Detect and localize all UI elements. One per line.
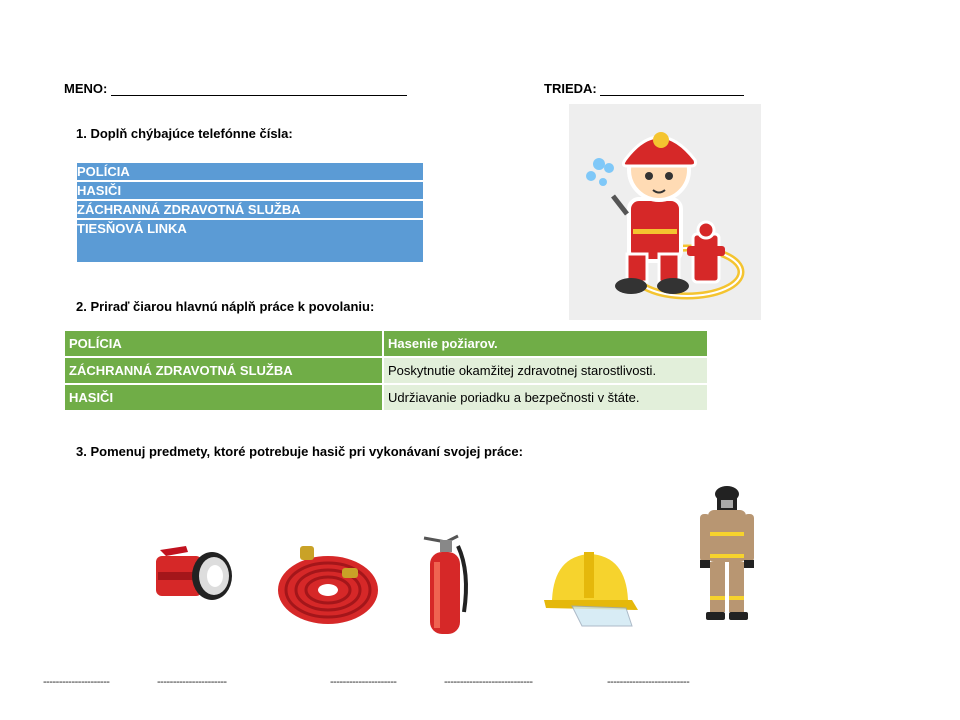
matching-row bbox=[65, 358, 707, 385]
firefighter-cartoon-image bbox=[569, 104, 761, 320]
name-label: MENO: bbox=[64, 81, 108, 96]
answer-blank[interactable]: ---------------------- bbox=[157, 676, 227, 688]
matching-table bbox=[65, 331, 707, 412]
phone-row-police[interactable]: POLÍCIA bbox=[77, 163, 423, 182]
flashlight-icon bbox=[152, 542, 234, 606]
class-blank-line[interactable] bbox=[600, 81, 744, 96]
firefighter-suit-image bbox=[698, 484, 756, 622]
phone-row-firefighters[interactable]: HASIČI bbox=[77, 182, 423, 201]
fire-helmet-image bbox=[542, 548, 638, 630]
name-blank-line[interactable] bbox=[111, 81, 407, 96]
answer-blank[interactable]: ---------------------------- bbox=[444, 676, 533, 688]
fire-extinguisher-icon bbox=[418, 532, 474, 636]
phone-row-ambulance[interactable]: ZÁCHRANNÁ ZDRAVOTNÁ SLUŽBA bbox=[77, 201, 423, 220]
matching-row bbox=[65, 331, 707, 358]
answer-blank[interactable]: --------------------- bbox=[330, 676, 397, 688]
profession-cell[interactable]: HASIČI bbox=[65, 385, 384, 410]
class-label: TRIEDA: bbox=[544, 81, 597, 96]
answer-blank[interactable]: -------------------------- bbox=[607, 676, 690, 688]
phone-row-emergency[interactable]: TIESŇOVÁ LINKA bbox=[77, 220, 423, 262]
phone-table bbox=[77, 163, 423, 262]
duty-cell[interactable]: Hasenie požiarov. bbox=[384, 331, 707, 356]
duty-cell[interactable]: Udržiavanie poriadku a bezpečnosti v štáte. bbox=[384, 385, 707, 410]
flashlight-image bbox=[152, 542, 234, 606]
matching-row bbox=[65, 385, 707, 412]
profession-cell[interactable]: POLÍCIA bbox=[65, 331, 384, 356]
fire-hose-image bbox=[276, 542, 380, 628]
answer-blank[interactable]: --------------------- bbox=[43, 676, 110, 688]
firefighter-cartoon-icon bbox=[569, 104, 761, 320]
profession-cell[interactable]: ZÁCHRANNÁ ZDRAVOTNÁ SLUŽBA bbox=[65, 358, 384, 383]
fire-helmet-icon bbox=[542, 548, 638, 630]
task3-title: 3. Pomenuj predmety, ktoré potrebuje hasič pri vykonávaní svojej práce: bbox=[76, 444, 523, 459]
fire-extinguisher-image bbox=[418, 532, 474, 636]
task1-title: 1. Doplň chýbajúce telefónne čísla: bbox=[76, 126, 293, 141]
task2-title: 2. Priraď čiarou hlavnú náplň práce k povolaniu: bbox=[76, 299, 375, 314]
duty-cell[interactable]: Poskytnutie okamžitej zdravotnej starostlivosti. bbox=[384, 358, 707, 383]
fire-hose-icon bbox=[276, 542, 380, 628]
class-field[interactable] bbox=[544, 81, 744, 96]
firefighter-suit-icon bbox=[698, 484, 756, 622]
name-field[interactable] bbox=[64, 81, 407, 96]
